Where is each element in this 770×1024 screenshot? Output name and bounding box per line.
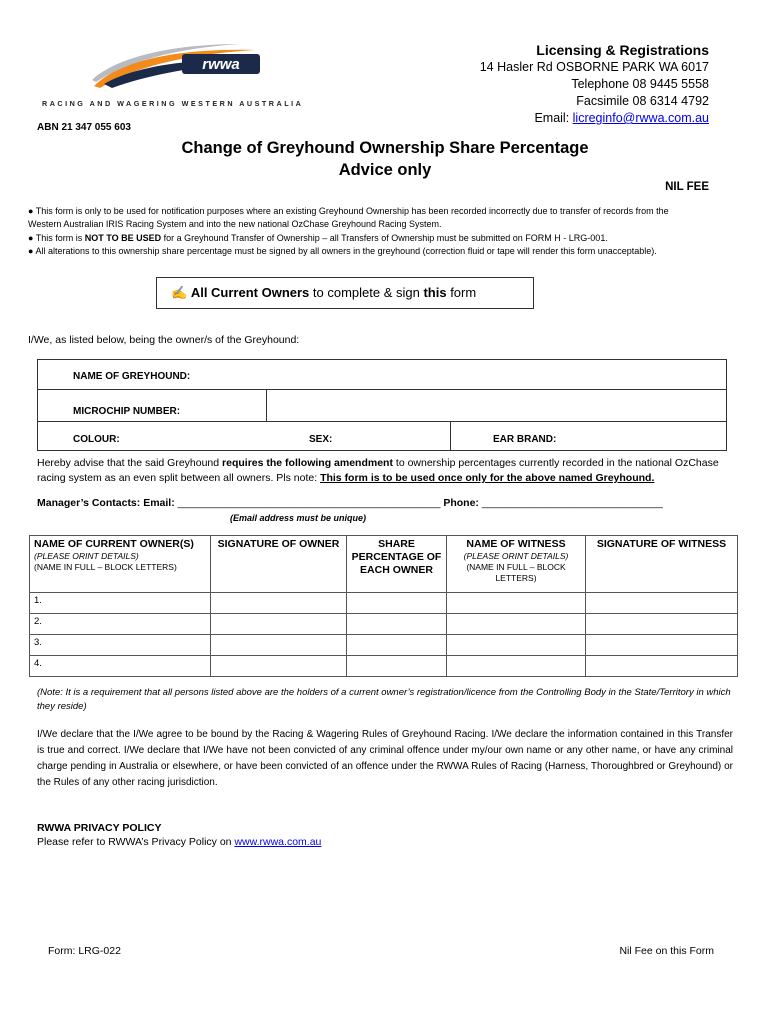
note-3: ● All alterations to this ownership share percentage must be signed by all owners in the greyhound (correction fluid or tape will render this form unacceptable). [28,245,657,256]
telephone: Telephone 08 9445 5558 [571,77,709,91]
col-header-owner-signature: SIGNATURE OF OWNER [211,536,347,593]
email-unique-note: (Email address must be unique) [230,513,367,523]
title-line-2: Advice only [338,161,432,179]
col-header-share-percentage: SHARE PERCENTAGE OF EACH OWNER [347,536,447,593]
privacy-heading: RWWA PRIVACY POLICY [37,822,162,834]
owners-table [29,535,738,677]
title-line-1: Change of Greyhound Ownership Share Percentage [181,139,589,157]
instructions-list [28,205,718,258]
manager-phone-field[interactable]: _______________________________ [481,497,663,509]
manager-contacts: Manager’s Contacts: Email: _____________________________________________ Phone: _______________________________ [37,497,663,509]
col-header-witness-name: NAME OF WITNESS (PLEASE ORINT DETAILS) (NAME IN FULL – BLOCK LETTERS) [447,536,586,593]
greyhound-details-box [37,359,727,451]
amendment-advice: Hereby advise that the said Greyhound requires the following amendment to ownership percentages currently recorded in the national OzChase racing system as an even split between all owners. Pls note: This form is to be used once only for the above named Greyhound. [37,457,719,484]
privacy-policy: RWWA PRIVACY POLICY Please refer to RWWA’s Privacy Policy on www.rwwa.com.au [37,822,322,848]
address: 14 Hasler Rd OSBORNE PARK WA 6017 [479,60,709,74]
declaration-text: I/We declare that the I/We agree to be bound by the Racing & Wagering Rules of Greyhound Racing. I/We declare the information contained in this Transfer is true and correct. I/We declare that I/We have not been convicted of any criminal offence under my/our own name or any other name, or have any criminal charge pending in Australia or elsewhere, or have been convicted of an offence under the RWWA Rules of Racing (Harness, Thoroughbred or Greyhound) or the Rules of any other racing jurisdiction. [37,729,733,788]
manager-email-field[interactable]: _____________________________________________ [177,497,441,509]
col-header-witness-signature: SIGNATURE OF WITNESS [586,536,738,593]
row-number[interactable]: 2. [30,614,211,635]
sex-label: SEX: [309,434,333,445]
department-name: Licensing & Registrations [536,42,709,58]
table-row [30,593,738,614]
note-1-cont: Western Australian IRIS Racing System and into the new national OzChase Greyhound Racing System. [28,219,442,230]
abn-number: ABN 21 347 055 603 [37,122,131,133]
pen-icon: ✍ [171,285,188,300]
email-link[interactable]: licreginfo@rwwa.com.au [572,111,709,125]
registration-note: (Note: It is a requirement that all persons listed above are the holders of a current owner’s registration/licence from the Controlling Body in the State/Territory in which they reside) [37,687,731,712]
ear-brand-label: EAR BRAND: [493,434,557,445]
facsimile: Facsimile 08 6314 4792 [576,94,709,108]
microchip-label: MICROCHIP NUMBER: [73,406,181,417]
intro-text: I/We, as listed below, being the owner/s of the Greyhound: [28,334,300,346]
row-number[interactable]: 3. [30,635,211,656]
col-header-owner-name: NAME OF CURRENT OWNER(S) (PLEASE ORINT DETAILS) (NAME IN FULL – BLOCK LETTERS) [30,536,211,593]
logo-text: rwwa [202,56,240,73]
email-label: Email: [534,111,573,125]
owners-sign-callout: ✍ All Current Owners to complete & sign this form [156,277,534,309]
email-line [480,110,709,127]
privacy-link[interactable]: www.rwwa.com.au [234,836,322,848]
form-title [0,137,770,181]
row-number[interactable]: 4. [30,656,211,677]
organisation-name: RACING AND WAGERING WESTERN AUSTRALIA [42,99,304,108]
form-code: Form: LRG-022 [48,945,121,957]
fee-label: NIL FEE [665,181,709,193]
footer-fee-note: Nil Fee on this Form [619,945,714,957]
rwwa-logo [90,40,265,92]
table-row [30,656,738,677]
contact-block [480,42,709,127]
colour-label: COLOUR: [73,434,120,445]
row-number[interactable]: 1. [30,593,211,614]
note-1: ● This form is only to be used for notification purposes where an existing Greyhound Ownership has been recorded incorrectly due to transfer of records from the [28,206,669,216]
table-row [30,635,738,656]
note-2: ● This form is NOT TO BE USED for a Greyhound Transfer of Ownership – all Transfers of Ownership must be submitted on FORM H - LRG-001. [28,232,608,243]
table-row [30,614,738,635]
greyhound-name-label: NAME OF GREYHOUND: [73,371,191,382]
